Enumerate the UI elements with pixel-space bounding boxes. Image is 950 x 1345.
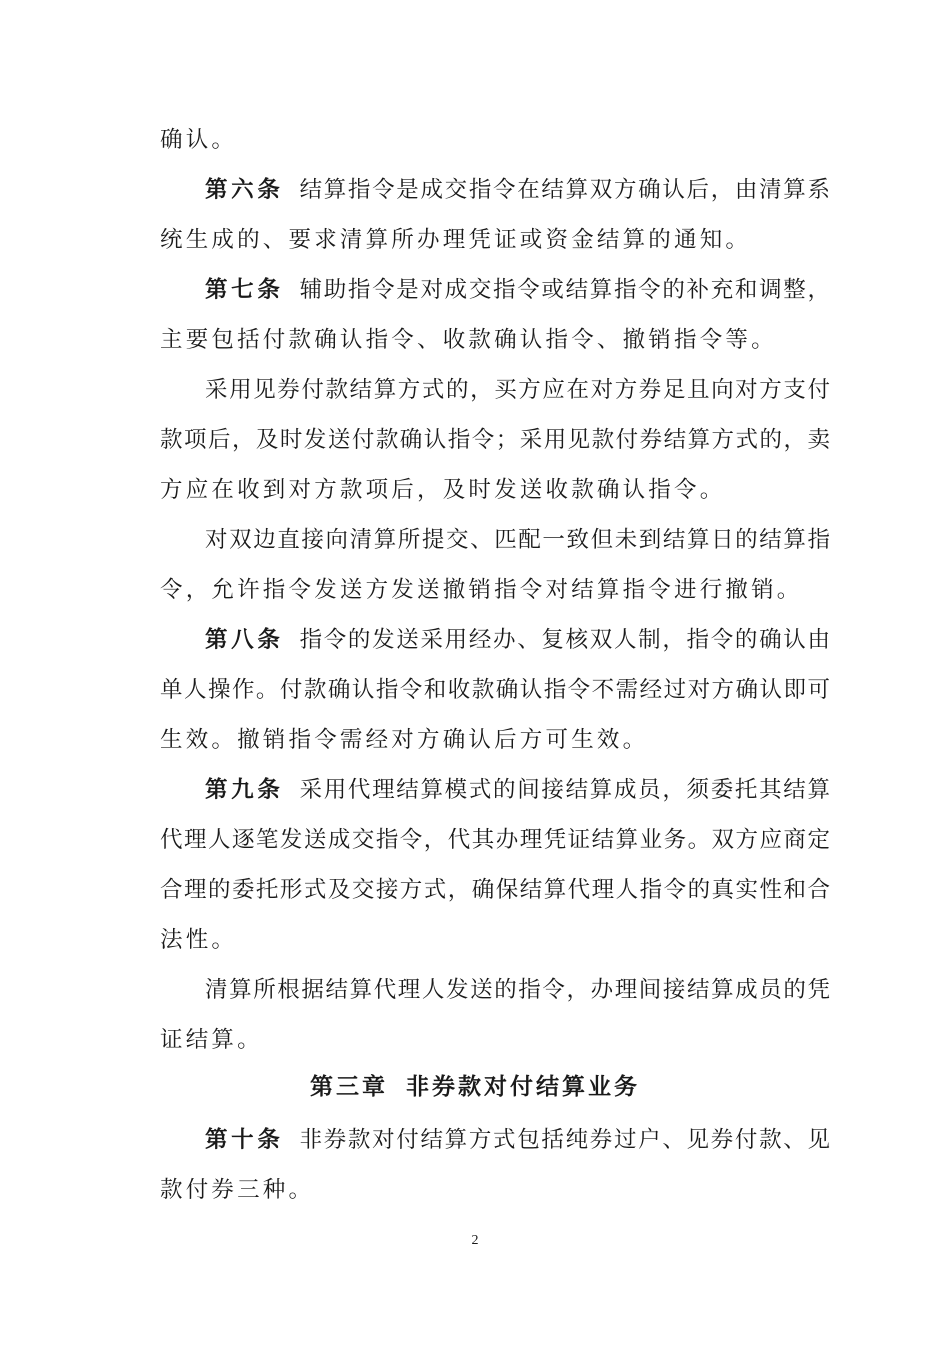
article-text: 指令的发送采用经办、复核双人制，指令的确认由 [299, 627, 830, 653]
article-9-line-1 [205, 775, 830, 805]
article-9-line-2: 代理人逐笔发送成交指令，代其办理凭证结算业务。双方应商定 [160, 827, 830, 853]
paragraph-line: 令，允许指令发送方发送撤销指令对结算指令进行撤销。 [160, 577, 803, 603]
article-6-line-1 [205, 175, 830, 205]
paragraph-line: 款项后，及时发送付款确认指令；采用见款付券结算方式的，卖 [160, 427, 830, 453]
page-number: 2 [471, 1233, 479, 1248]
article-label: 第八条 [205, 627, 284, 653]
article-text: 辅助指令是对成交指令或结算指令的补充和调整， [299, 277, 830, 303]
paragraph-line: 对双边直接向清算所提交、匹配一致但未到结算日的结算指 [205, 527, 830, 553]
chapter-number: 第三章 [310, 1074, 388, 1100]
article-label: 第六条 [205, 177, 284, 203]
article-7-line-1 [205, 275, 830, 305]
article-8-line-3: 生效。撤销指令需经对方确认后方可生效。 [160, 727, 649, 753]
paragraph-line: 方应在收到对方款项后，及时发送收款确认指令。 [160, 477, 726, 503]
article-6-line-2: 统生成的、要求清算所办理凭证或资金结算的通知。 [160, 227, 752, 253]
chapter-title: 非券款对付结算业务 [406, 1074, 640, 1100]
article-text: 采用代理结算模式的间接结算成员，须委托其结算 [299, 777, 830, 803]
article-7-line-2: 主要包括付款确认指令、收款确认指令、撤销指令等。 [160, 327, 777, 353]
article-8-line-1 [205, 625, 830, 655]
article-text: 结算指令是成交指令在结算双方确认后，由清算系 [299, 177, 830, 203]
paragraph-line: 确认。 [160, 127, 238, 153]
article-label: 第十条 [205, 1127, 284, 1153]
article-label: 第九条 [205, 777, 284, 803]
article-9-line-3: 合理的委托形式及交接方式，确保结算代理人指令的真实性和合 [160, 877, 830, 903]
chapter-heading [0, 1072, 950, 1102]
article-10-line-2: 款付券三种。 [160, 1177, 315, 1203]
article-9-line-4: 法性。 [160, 927, 238, 953]
paragraph-line: 采用见券付款结算方式的，买方应在对方券足且向对方支付 [205, 377, 830, 403]
article-label: 第七条 [205, 277, 284, 303]
paragraph-line: 清算所根据结算代理人发送的指令，办理间接结算成员的凭 [205, 977, 830, 1003]
article-8-line-2: 单人操作。付款确认指令和收款确认指令不需经过对方确认即可 [160, 677, 830, 703]
article-text: 非券款对付结算方式包括纯券过户、见券付款、见 [299, 1127, 830, 1153]
paragraph-line: 证结算。 [160, 1027, 263, 1053]
article-10-line-1 [205, 1125, 830, 1155]
